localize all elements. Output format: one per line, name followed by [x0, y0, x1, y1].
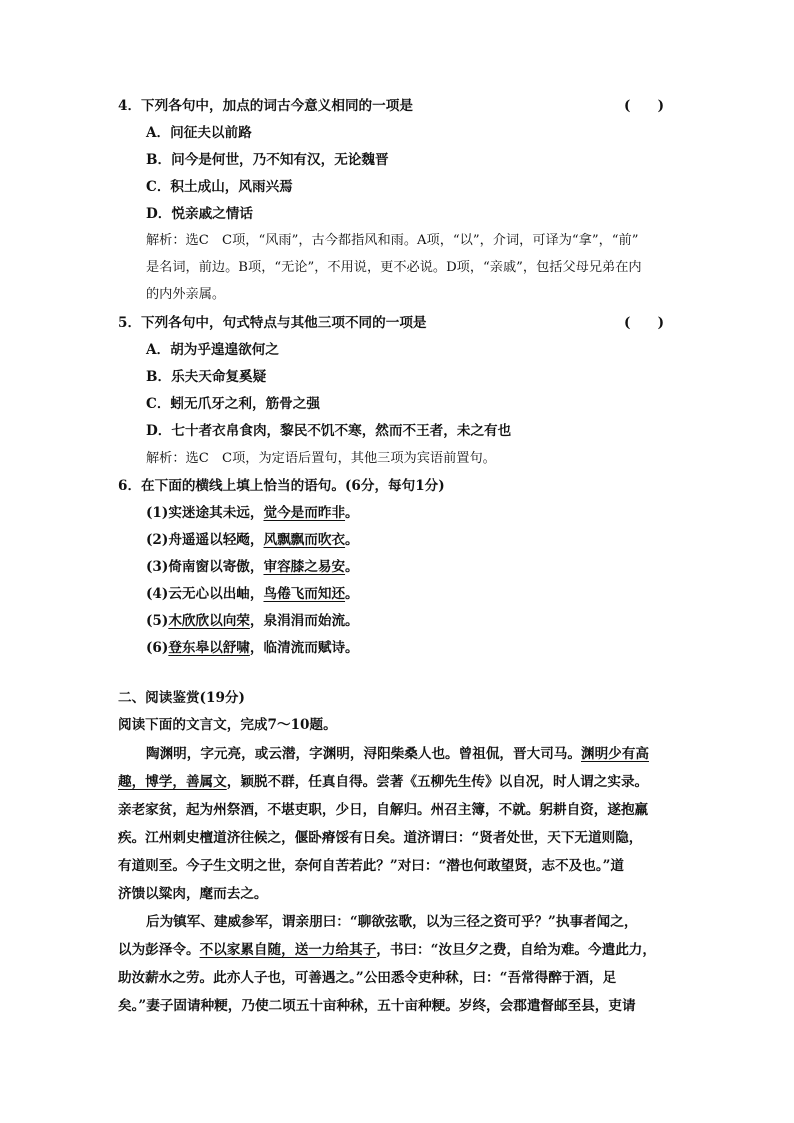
q6-item: (2)舟遥遥以轻飏，风飘飘而吹衣。	[146, 532, 359, 548]
q4-analysis-line: 解析：选C C项，“风雨”，古今都指风和雨。A项，“以”，介词，可译为“拿”，“前”	[146, 233, 639, 248]
q5-analysis: 解析：选C C项，为定语后置句，其他三项为宾语前置句。	[146, 451, 496, 466]
passage-line: 后为镇军、建威参军，谓亲朋曰：“聊欲弦歌，以为三径之资可乎？”执事者闻之，	[146, 914, 638, 930]
passage-line: 疾。江州刺史檀道济往候之，偃卧瘠馁有日矣。道济谓曰：“贤者处世，天下无道则隐，	[118, 830, 643, 846]
q5-option-c: C．蚓无爪牙之利，筋骨之强	[146, 396, 320, 412]
q6-answer-blank: 登东皋以舒啸	[168, 640, 250, 656]
passage-line: 陶渊明，字元亮，或云潜，字渊明，浔阳柴桑人也。曾祖侃，晋大司马。渊明少有高	[146, 746, 649, 762]
q5-option-b: B．乐夫天命复奚疑	[146, 369, 267, 385]
q6-item: (6)登东皋以舒啸，临清流而赋诗。	[146, 640, 359, 656]
q6-answer-blank: 风飘飘而吹衣	[263, 532, 346, 548]
q6-answer-blank: 鸟倦飞而知还	[263, 586, 346, 602]
q5-option-d: D．七十者衣帛食肉，黎民不饥不寒，然而不王者，未之有也	[146, 423, 512, 439]
passage-line: 济馈以粱肉，麾而去之。	[118, 886, 268, 902]
passage-line: 以为彭泽令。不以家累自随，送一力给其子，书曰：“汝旦夕之费，自给为难。今遣此力，	[118, 942, 656, 958]
q6-answer-blank: 觉今是而昨非	[263, 505, 346, 521]
reading-instruction: 阅读下面的文言文，完成7～10题。	[118, 717, 337, 733]
q4-stem: 4．下列各句中，加点的词古今意义相同的一项是	[118, 98, 413, 114]
q6-item: (5)木欣欣以向荣，泉涓涓而始流。	[146, 613, 359, 629]
q4-option-a: A．问征夫以前路	[146, 125, 252, 141]
passage-line: 亲老家贫，起为州祭酒，不堪吏职，少日，自解归。州召主簿，不就。躬耕自资，遂抱羸	[118, 802, 649, 818]
passage-line: 趣，博学，善属文，颖脱不群，任真自得。尝著《五柳先生传》以自况，时人谓之实录。	[118, 774, 649, 790]
q6-item: (4)云无心以出岫，鸟倦飞而知还。	[146, 586, 359, 602]
q6-answer-blank: 木欣欣以向荣	[168, 613, 250, 629]
q6-stem: 6．在下面的横线上填上恰当的语句。(6分，每句1分)	[118, 478, 445, 494]
q4-option-b: B．问今是何世，乃不知有汉，无论魏晋	[146, 152, 389, 168]
q6-answer-blank: 审容膝之易安	[263, 559, 346, 575]
q6-item: (1)实迷途其未远，觉今是而昨非。	[146, 505, 359, 521]
passage-line: 矣。”妻子固请种粳，乃使二顷五十亩种秫，五十亩种粳。岁终，会郡遣督邮至县，吏请	[118, 998, 636, 1014]
q4-option-d: D．悦亲戚之情话	[146, 206, 253, 222]
q5-stem: 5．下列各句中，句式特点与其他三项不同的一项是	[118, 315, 427, 331]
q4-analysis-line: 是名词，前边。B项，“无论”，不用说，更不必说。D项，“亲戚”，包括父母兄弟在内	[146, 260, 642, 275]
q5-option-a: A．胡为乎遑遑欲何之	[146, 342, 279, 358]
passage-line: 有道则至。今子生文明之世，奈何自苦若此？”对曰：“潜也何敢望贤，志不及也。”道	[118, 858, 625, 874]
passage-line: 助汝薪水之劳。此亦人子也，可善遇之。”公田悉令吏种秫，曰：“吾常得醉于酒，足	[118, 970, 617, 986]
q4-analysis-line: 的内外亲属。	[146, 287, 226, 302]
q5-answer-paren: ( )	[624, 315, 665, 331]
section-heading: 二、阅读鉴赏(19分)	[118, 690, 245, 706]
q4-answer-paren: ( )	[624, 98, 665, 114]
q6-item: (3)倚南窗以寄傲，审容膝之易安。	[146, 559, 359, 575]
q4-option-c: C．积土成山，风雨兴焉	[146, 179, 293, 195]
